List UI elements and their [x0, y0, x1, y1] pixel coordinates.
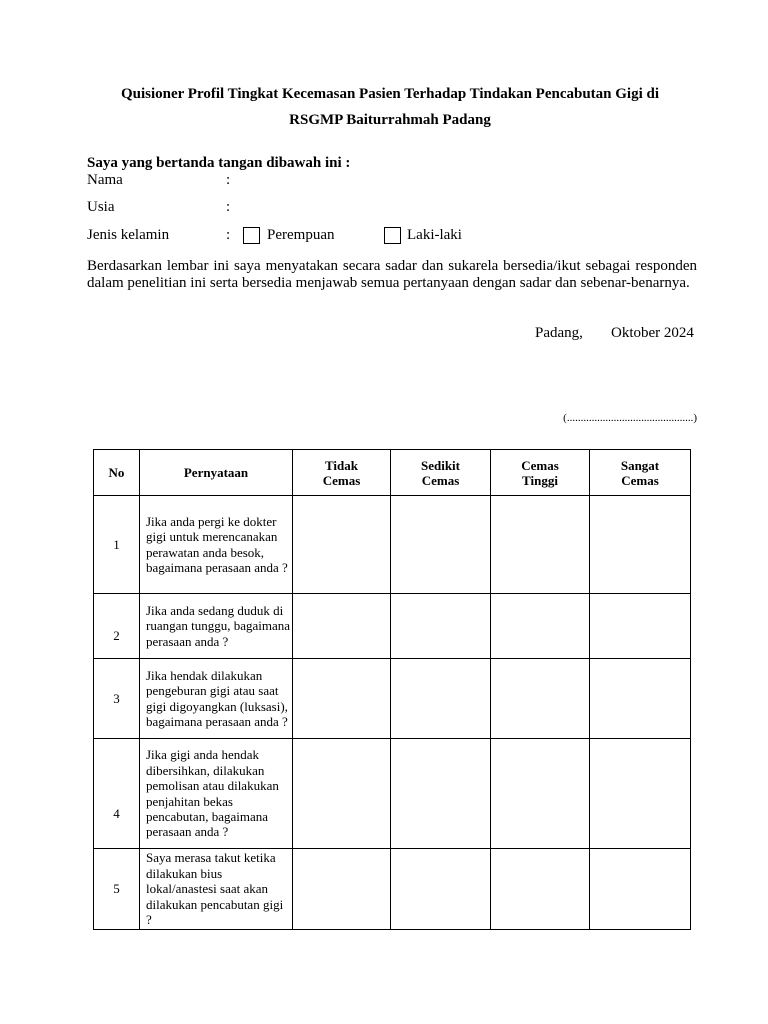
answer-cell-cemas-tinggi[interactable] — [491, 849, 590, 930]
answer-cell-sedikit-cemas[interactable] — [391, 594, 491, 659]
answer-cell-sedikit-cemas[interactable] — [391, 849, 491, 930]
gender-colon: : — [226, 227, 231, 243]
table-row — [94, 849, 691, 930]
row-statement: Jika anda pergi ke dokter gigi untuk merencanakan perawatan anda besok, bagaimana perasaan anda ? — [140, 496, 293, 594]
table-row — [94, 594, 691, 659]
place-text: Padang, — [535, 325, 583, 341]
row-number: 4 — [94, 739, 140, 849]
row-statement: Jika gigi anda hendak dibersihkan, dilakukan pemolisan atau dilakukan penjahitan bekas pencabutan, bagaimana perasaan anda ? — [140, 739, 293, 849]
table-row — [94, 739, 691, 849]
anxiety-questionnaire-table — [93, 449, 691, 930]
header-sedikit-cemas-line2: Cemas — [421, 472, 460, 488]
answer-cell-cemas-tinggi[interactable] — [491, 659, 590, 739]
answer-cell-sangat-cemas[interactable] — [590, 594, 691, 659]
consent-statement: Berdasarkan lembar ini saya menyatakan secara sadar dan sukarela bersedia/ikut sebagai responden dalam penelitian ini serta bersedia menjawab semua pertanyaan dengan sadar dan sebenar-benarnya. — [87, 258, 697, 291]
gender-label: Jenis kelamin — [87, 227, 170, 243]
table-header-row — [94, 450, 691, 496]
male-checkbox[interactable] — [384, 227, 401, 244]
female-checkbox[interactable] — [243, 227, 260, 244]
row-number: 2 — [94, 594, 140, 659]
row-statement: Jika anda sedang duduk di ruangan tunggu, bagaimana perasaan anda ? — [140, 594, 293, 659]
respondent-intro: Saya yang bertanda tangan dibawah ini : — [87, 155, 351, 171]
answer-cell-tidak-cemas[interactable] — [293, 496, 391, 594]
answer-cell-sangat-cemas[interactable] — [590, 659, 691, 739]
answer-cell-cemas-tinggi[interactable] — [491, 496, 590, 594]
header-cemas-tinggi — [491, 450, 590, 496]
table-row — [94, 496, 691, 594]
answer-cell-sangat-cemas[interactable] — [590, 739, 691, 849]
row-number: 5 — [94, 849, 140, 930]
header-no: No — [94, 450, 140, 496]
answer-cell-sedikit-cemas[interactable] — [391, 496, 491, 594]
header-sangat-cemas — [590, 450, 691, 496]
header-tidak-cemas-line1: Tidak — [324, 457, 358, 473]
row-statement: Jika hendak dilakukan pengeburan gigi atau saat gigi digoyangkan (luksasi), bagaimana perasaan anda ? — [140, 659, 293, 739]
header-cemas-tinggi-line1: Cemas — [521, 457, 559, 473]
name-label: Nama — [87, 172, 123, 188]
signature-line: (..............................................) — [563, 412, 697, 424]
header-sangat-cemas-line2: Cemas — [621, 472, 659, 488]
table-row — [94, 659, 691, 739]
answer-cell-sedikit-cemas[interactable] — [391, 659, 491, 739]
answer-cell-tidak-cemas[interactable] — [293, 849, 391, 930]
header-statement: Pernyataan — [140, 450, 293, 496]
document-title-line-1: Quisioner Profil Tingkat Kecemasan Pasien Terhadap Tindakan Pencabutan Gigi di — [120, 86, 660, 102]
answer-cell-sangat-cemas[interactable] — [590, 849, 691, 930]
age-label: Usia — [87, 199, 115, 215]
answer-cell-tidak-cemas[interactable] — [293, 594, 391, 659]
answer-cell-sangat-cemas[interactable] — [590, 496, 691, 594]
answer-cell-cemas-tinggi[interactable] — [491, 739, 590, 849]
header-tidak-cemas — [293, 450, 391, 496]
header-sedikit-cemas-line1: Sedikit — [420, 457, 460, 473]
answer-cell-tidak-cemas[interactable] — [293, 659, 391, 739]
header-sedikit-cemas — [391, 450, 491, 496]
answer-cell-cemas-tinggi[interactable] — [491, 594, 590, 659]
name-colon: : — [226, 172, 231, 188]
document-title-line-2: RSGMP Baiturrahmah Padang — [289, 112, 491, 128]
row-number: 1 — [94, 496, 140, 594]
row-statement: Saya merasa takut ketika dilakukan bius lokal/anastesi saat akan dilakukan pencabutan gigi ? — [140, 849, 293, 930]
age-colon: : — [226, 199, 231, 215]
male-option-label: Laki-laki — [407, 227, 462, 243]
header-tidak-cemas-line2: Cemas — [322, 472, 361, 488]
header-cemas-tinggi-line2: Tinggi — [522, 472, 558, 488]
answer-cell-tidak-cemas[interactable] — [293, 739, 391, 849]
answer-cell-sedikit-cemas[interactable] — [391, 739, 491, 849]
female-option-label: Perempuan — [267, 227, 335, 243]
row-number: 3 — [94, 659, 140, 739]
date-text: Oktober 2024 — [611, 325, 694, 341]
header-sangat-cemas-line1: Sangat — [620, 457, 660, 473]
